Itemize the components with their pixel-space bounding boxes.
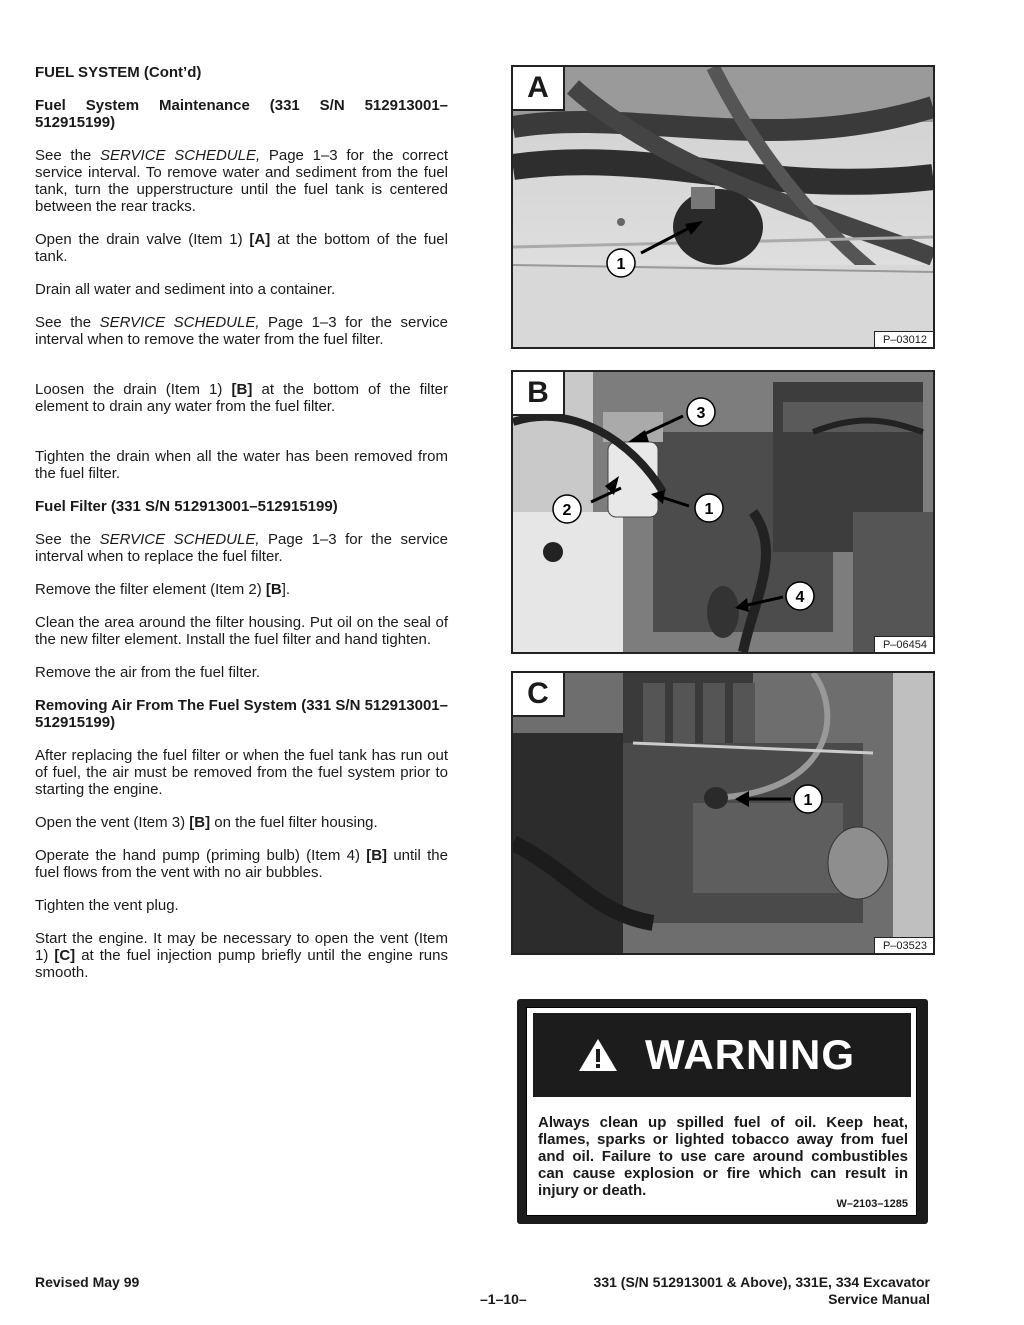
figure-b-photo	[511, 370, 935, 654]
figure-a-code: P–03012	[874, 331, 933, 347]
warning-triangle-icon	[577, 1037, 619, 1073]
fuel-filter-paragraph-1: See the SERVICE SCHEDULE, Page 1–3 for the service interval when to replace the fuel filter.	[35, 531, 448, 565]
fuel-filter-heading: Fuel Filter (331 S/N 512913001–512915199)	[35, 498, 338, 515]
figure-c-letter: C	[513, 673, 565, 717]
callout-label: 1	[704, 501, 714, 518]
figure-c-code: P–03523	[874, 937, 933, 953]
fuel-filter-paragraph-2: Remove the filter element (Item 2) [B].	[35, 581, 291, 598]
removing-air-paragraph-5: Start the engine. It may be necessary to open the vent (Item 1) [C] at the fuel injection pump briefly until the engine runs smooth.	[35, 930, 448, 981]
removing-air-paragraph-3: Operate the hand pump (priming bulb) (Item 4) [B] until the fuel flows from the vent with no air bubbles.	[35, 847, 448, 881]
maintenance-paragraph-5: Loosen the drain (Item 1) [B] at the bottom of the filter element to drain any water from the fuel filter.	[35, 381, 448, 415]
warning-text: Always clean up spilled fuel of oil. Keep heat, flames, sparks or lighted tobacco away from fuel and oil. Failure to use care around combustibles can cause explosion or fire which can result in injury or death.	[538, 1114, 908, 1199]
maintenance-paragraph-3: Drain all water and sediment into a container.	[35, 281, 336, 298]
warning-box	[517, 999, 928, 1224]
removing-air-paragraph-1: After replacing the fuel filter or when the fuel tank has run out of fuel, the air must be removed from the fuel system prior to starting the engine.	[35, 747, 448, 798]
warning-code: W–2103–1285	[836, 1198, 908, 1210]
maintenance-paragraph-2: Open the drain valve (Item 1) [A] at the bottom of the fuel tank.	[35, 231, 448, 265]
footer-revised: Revised May 99	[35, 1274, 140, 1290]
injection-pump-illustration	[513, 673, 933, 953]
removing-air-paragraph-2: Open the vent (Item 3) [B] on the fuel filter housing.	[35, 814, 378, 831]
callout-label: 2	[562, 502, 572, 519]
callout-label: 1	[616, 256, 626, 273]
footer-manual: Service Manual	[828, 1291, 930, 1307]
fuel-filter-paragraph-3: Clean the area around the filter housing. Put oil on the seal of the new filter element. Install the fuel filter and hand tighten.	[35, 614, 448, 648]
maintenance-paragraph-6: Tighten the drain when all the water has been removed from the fuel filter.	[35, 448, 448, 482]
warning-title: WARNING	[645, 1031, 855, 1078]
maintenance-paragraph-4: See the SERVICE SCHEDULE, Page 1–3 for the service interval when to remove the water from the fuel filter.	[35, 314, 448, 348]
fuel-tank-drain-illustration	[513, 67, 933, 347]
figure-b-code: P–06454	[874, 636, 933, 652]
maintenance-heading: Fuel System Maintenance (331 S/N 512913001–512915199)	[35, 97, 448, 131]
warning-header	[533, 1013, 911, 1097]
figure-b-letter: B	[513, 372, 565, 416]
fuel-filter-illustration	[513, 372, 933, 652]
figure-a-photo	[511, 65, 935, 349]
fuel-filter-paragraph-4: Remove the air from the fuel filter.	[35, 664, 261, 681]
removing-air-paragraph-4: Tighten the vent plug.	[35, 897, 179, 914]
text-column	[35, 64, 448, 997]
page-number: –1–10–	[480, 1291, 527, 1307]
maintenance-paragraph-1: See the SERVICE SCHEDULE, Page 1–3 for the correct service interval. To remove water and sediment from the fuel tank, turn the upperstructure until the fuel tank is centered between the rear tracks.	[35, 147, 448, 215]
figure-c-photo	[511, 671, 935, 955]
figure-a-letter: A	[513, 67, 565, 111]
callout-label: 3	[696, 405, 706, 422]
footer-model: 331 (S/N 512913001 & Above), 331E, 334 Excavator	[593, 1274, 930, 1290]
section-title: FUEL SYSTEM (Cont’d)	[35, 64, 202, 81]
callout-label: 4	[795, 589, 805, 606]
removing-air-heading: Removing Air From The Fuel System (331 S/N 512913001–512915199)	[35, 697, 448, 731]
callout-label: 1	[803, 792, 813, 809]
footer-manual-title	[594, 1274, 930, 1308]
